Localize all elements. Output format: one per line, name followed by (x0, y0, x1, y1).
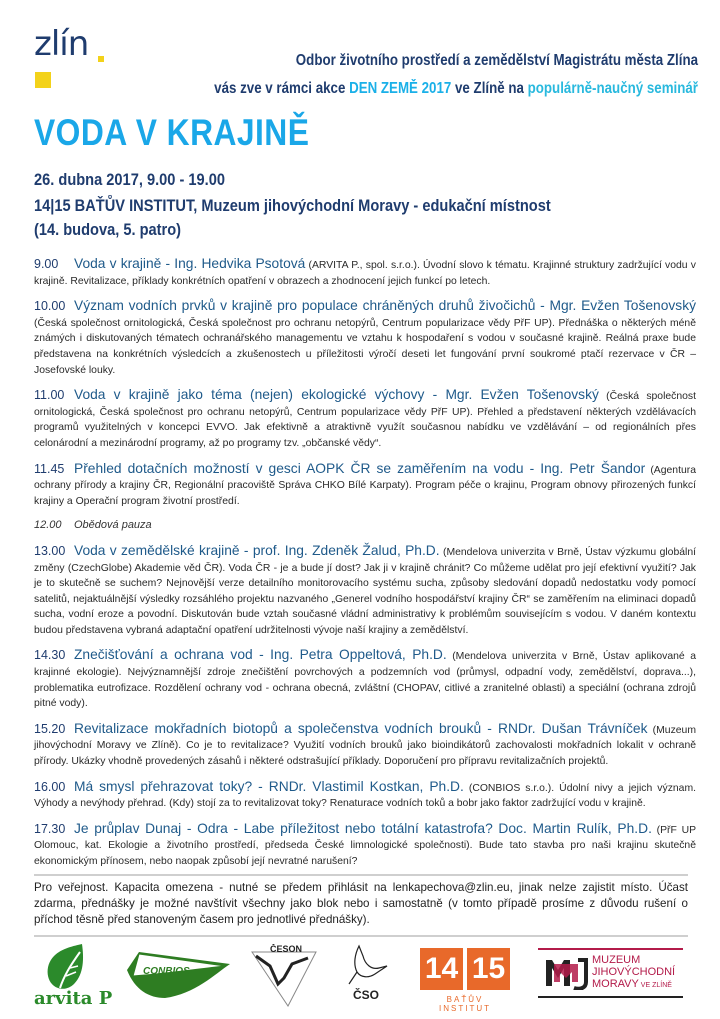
bird-icon (345, 944, 390, 988)
zlin-logo (34, 24, 114, 90)
leaf-icon (30, 944, 110, 990)
note-text-pre: Pro veřejnost. Kapacita omezena - nutné se předem přihlásit na (34, 881, 393, 894)
cso-logo (345, 944, 390, 1012)
registration-note (34, 880, 688, 928)
program-item-description: (Muzeum jihovýchodní Moravy ve Zlíně). Co je to revitalizace? Využití vodních brouků jako bioindikátorů zachovalosti mokřadních lokalit v ochraně přírody. Ukázky vhodně provedených zásahů i některé odstrašující příklady. Doporučení pro přípravu revitalizačních projektů. (34, 724, 696, 768)
batuv-institut-logo (420, 948, 510, 1013)
mjm-line3-main: MORAVY (592, 978, 639, 990)
program-item-description: (Mendelova univerzita v Brně, Ústav aplikované a krajinné ekologie). Nejvýznamnější zdroje znečištění povrchových a podzemních vod (průmysl, odpadní vody, zemědělství, doprava...), problematika eutrofizace. Rozdělení ochrany vod - ochrana obecná, zvláštní (CHOPAV, citlivé a zranitelné oblasti) a speciální (ochrana zdrojů pitné vody). (34, 651, 696, 710)
program-item (34, 647, 696, 711)
program-item-time: 14.30 (34, 648, 66, 663)
bi-number-right: 15 (467, 948, 510, 990)
mjm-monogram-icon (544, 956, 588, 990)
program-item (34, 779, 696, 812)
cso-logo-text: ČSO (353, 988, 380, 1002)
arvita-logo-text: arvita P (34, 988, 113, 1009)
program-item-title: Revitalizace mokřadních biotopů a společenstva vodních brouků - RNDr. Dušan Trávníček (74, 720, 648, 736)
registration-email-link[interactable]: lenkapechova@zlin.eu (392, 881, 510, 894)
program-item (34, 256, 696, 289)
page-title: VODA V KRAJINĚ (34, 112, 310, 153)
program-item-description: (Agentura ochrany přírody a krajiny ČR, Regionální pracoviště Správa CHKO Bílé Karpaty). Program péče o krajinu, Program obnovy přirozených funkcí krajiny a Operační program životní prostředí. (34, 464, 696, 507)
event-name: DEN ZEMĚ 2017 (349, 80, 452, 97)
program-item-time: 13.00 (34, 543, 66, 558)
invitation-mid: ve Zlíně na (451, 80, 528, 97)
program-item-time: 12.00 (34, 519, 62, 532)
program-item-description: (ARVITA P., spol. s.r.o.). Úvodní slovo k tématu. Krajinné struktury zadržující vodu v krajině. Revitalizace, příklady konkrétních opatření v obrazech a zhodnocení jejich funkcí po letech. (34, 260, 696, 287)
program-item (34, 721, 696, 770)
program-item-title: Má smysl přehrazovat toky? - RNDr. Vlastimil Kostkan, Ph.D. (74, 778, 464, 794)
program-item-title: Je průplav Dunaj - Odra - Labe příležitost nebo totální katastrofa? Doc. Martin Rulík, Ph.D. (74, 820, 652, 836)
program-item-description: (PřF UP Olomouc, kat. Ekologie a životního prostředí, předseda České limnologické společnosti). Bude tato stavba pro naši krajinu skutečně ekonomickým přínosem, nebo naopak způsobí její nevratné narušení? (34, 824, 697, 867)
program-item-title: Znečišťování a ochrana vod - Ing. Petra Oppeltová, Ph.D. (74, 647, 447, 663)
mjm-line1: MUZEUM (592, 954, 641, 966)
ceson-bat-icon (248, 944, 320, 1008)
program-item-time: 16.00 (34, 779, 66, 794)
program-item-time: 17.30 (34, 821, 66, 836)
muzeum-jihovychodni-moravy-logo (538, 948, 683, 1000)
program-item-time: 11.00 (34, 388, 65, 403)
zlin-logo-text: zlín (34, 24, 89, 64)
conbios-leaf-icon (125, 950, 235, 1000)
mjm-top-rule (538, 948, 683, 950)
program-item (34, 461, 696, 510)
event-floor: (14. budova, 5. patro) (34, 220, 182, 239)
event-type: populárně-naučný seminář (527, 80, 698, 97)
program-item (34, 821, 696, 870)
bi-caption: BAŤŮV INSTITUT (439, 995, 491, 1013)
invitation-line (132, 80, 698, 98)
divider (34, 874, 688, 876)
mjm-line3 (592, 978, 675, 992)
mjm-line2: JIHOVÝCHODNÍ (592, 966, 676, 978)
program-item-description: (Česká společnost ornitologická, Česká společnost pro ochranu netopýrů, Centrum popularizace vědy PřF UP). Přednáška o některých méně známých i diskutovaných tématech ochranářského managementu ve vztahu k hospodaření s vodou v současné krajině. Reálná praxe bude představena na konkrétních výsledcích a zkušenostech u příležitosti výročí deseti let fungování první soukromé ptačí rezervace v ČR – Josefovské louky. (34, 317, 696, 376)
invitation-pre: vás zve v rámci akce (214, 80, 350, 97)
program-item-title: Voda v krajině jako téma (nejen) ekologické výchovy - Mgr. Evžen Tošenovský (74, 387, 599, 403)
program-item-time: 11.45 (34, 461, 65, 476)
program-item (34, 543, 696, 639)
mjm-line3-small: VE ZLÍNĚ (638, 982, 672, 989)
divider (34, 935, 688, 937)
program-item-title: Voda v krajině - Ing. Hedvika Psotová (74, 256, 306, 271)
program-item-title: Význam vodních prvků v krajině pro populace chráněných druhů živočichů - Mgr. Evžen Tošenovský (74, 298, 696, 314)
program-item (34, 387, 696, 451)
note-text-post: , jinak nelze zajistit místo. Účast zdarma, přednášky je možné navštívit všechny jako blok nebo i samostatně (v tomto případě prosíme z důvodu rušení o příchod těsně před stanoveným časem pro jednotlivé přednášky). (34, 881, 688, 926)
program-item-description: (CONBIOS s.r.o.). Údolní nivy a jejich význam. Výhody a nevýhody přehrad. (Kdy) stojí za to revitalizovat toky? Renaturace vodních toků a bobr jako faktor zadržující vodu v krajině. (34, 782, 696, 810)
bi-number-left: 14 (420, 948, 463, 990)
program-item-title: Voda v zemědělské krajině - prof. Ing. Zdeněk Žalud, Ph.D. (74, 542, 440, 558)
program-item (34, 298, 696, 378)
mjm-bottom-rule (538, 996, 683, 998)
program-item-time: 10.00 (34, 299, 66, 314)
arvita-logo (30, 944, 113, 1012)
svg-text:CONBIOS: CONBIOS (143, 966, 190, 977)
partner-logos (0, 940, 720, 1019)
event-venue: 14|15 BAŤŮV INSTITUT, Muzeum jihovýchodní Moravy - edukační místnost (34, 196, 551, 215)
program-item-time: 9.00 (34, 257, 59, 271)
zlin-logo-square (35, 72, 51, 88)
ceson-logo (248, 944, 320, 1008)
program-list (34, 256, 696, 879)
svg-text:ČESON: ČESON (270, 944, 303, 954)
program-item-description: (Česká společnost ornitologická, Česká společnost pro ochranu netopýrů, Centrum popularizace vědy PřF UP). Přehled a představení některých vzdělávacích programů využitelných v koncepci EVVO. Jak efektivně a atraktivně využít současnou nabídku ve vzdělávání – od regionálních přes celonárodní a mezinárodní programy, až po programy tzv. „občanské vědy“. (34, 391, 696, 449)
zlin-logo-dot (98, 56, 104, 62)
mjm-logo-text (592, 954, 675, 992)
lunch-break-item (34, 518, 696, 534)
conbios-logo (125, 950, 235, 1000)
program-item-title: Přehled dotačních možností v gesci AOPK ČR se zaměřením na vodu - Ing. Petr Šandor (74, 460, 646, 476)
event-date: 26. dubna 2017, 9.00 - 19.00 (34, 170, 225, 189)
program-item-title: Obědová pauza (74, 519, 152, 532)
program-item-description: (Mendelova univerzita v Brně, Ústav výzkumu globální změny (CzechGlobe) Akademie věd ČR). Voda ČR - je a bude jí dost? Jak ji v krajině chránit? Co můžeme udělat pro její efektivní využití? Jak je to skutečně se suchem? Nejnovější verze detailního monitorovacího systému sucha, způsoby sledování dopadů nedostatku vody pomocí satelitů, nejaktuálnější výsledky rozsáhlého projektu nazvaného „Generel vodního hospodářství krajiny ČR“ se zaměřením na eliminaci dopadů sucha, vodní eroze a povodní. Diskutován bude vztah současné vládní administrativy k problémům souvisejícím s vodou. V daném kontextu budou představena vybraná adaptační opatření udržitelnosti vývoje naší krajiny a zemědělství. (34, 546, 696, 636)
program-item-time: 15.20 (34, 721, 66, 736)
organizer-line: Odbor životního prostředí a zemědělství Magistrátu města Zlína (295, 52, 698, 69)
